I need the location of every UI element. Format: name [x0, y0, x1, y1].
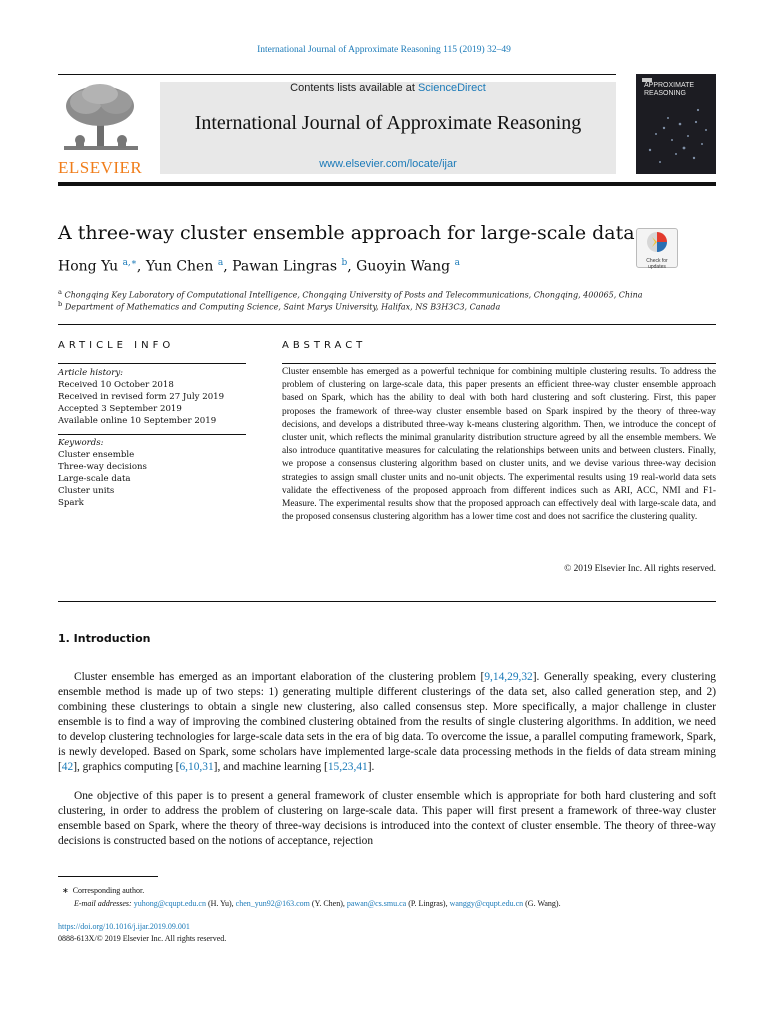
publisher-name: ELSEVIER — [58, 158, 143, 177]
cover-title: APPROXIMATE REASONING — [644, 82, 695, 97]
history-item: Received in revised form 27 July 2019 — [58, 392, 225, 402]
email-link[interactable]: chen_yun92@163.com — [235, 899, 310, 908]
email-owner: (Y. Chen) — [311, 899, 343, 908]
abstract-rule — [282, 363, 716, 364]
check-for-updates-badge[interactable] — [636, 228, 678, 268]
email-addresses: E-mail addresses: yuhong@cqupt.edu.cn (H. Yu), chen_yun92@163.com (Y. Chen), pawan@cs.smu.ca (P. Lingras), wanggy@cqupt.edu.cn (G. Wang). — [74, 899, 561, 908]
keyword: Three-way decisions — [58, 462, 147, 472]
text-run: Cluster ensemble has emerged as an important elaboration of the clustering problem [ — [74, 671, 485, 683]
body-paragraph-2: One objective of this paper is to present a general framework of cluster ensemble which is appropriate for both hard clustering and soft clustering, in order to address the problem of clustering on large-scale data. This paper will first present a framework of three-way cluster ensemble based on Spark, where the theory of three-way decisions is introduced into the context of cluster ensemble. The theory of three-way decisions is constructed based on the notions of acceptance, rejection — [58, 790, 716, 847]
email-link[interactable]: pawan@cs.smu.ca — [346, 899, 407, 908]
email-owner: (H. Yu) — [207, 899, 232, 908]
keyword: Large-scale data — [58, 474, 131, 484]
email-label: E-mail addresses: — [74, 899, 132, 908]
abstract-copyright: © 2019 Elsevier Inc. All rights reserved. — [564, 564, 716, 574]
author-separator: , — [347, 258, 357, 275]
email-owner: (P. Lingras) — [408, 899, 446, 908]
body-paragraph-1 — [58, 670, 716, 775]
contents-prefix: Contents lists available at — [290, 82, 418, 94]
history-item: Received 10 October 2018 — [58, 380, 174, 390]
text-run: ]. — [367, 761, 375, 773]
citation-link[interactable]: 6,10,31 — [179, 761, 214, 773]
section-heading: 1. Introduction — [58, 632, 151, 645]
email-link[interactable]: wanggy@cqupt.edu.cn — [449, 899, 524, 908]
affiliation-a — [58, 288, 643, 300]
article-history — [58, 367, 246, 427]
keywords-rule — [58, 434, 246, 435]
abstract-text: Cluster ensemble has emerged as a powerful technique for combining multiple clustering results. To address the problem of clustering on large-scale data, this paper presents an efficient three-way cluster ensemble approach based on Spark, which has the ability to deal with both hard clustering and soft clustering. First, this paper proposes the framework of three-way cluster ensemble based on Spark inspired by the theory of three-way decisions, and develops a distributed three-way k-means clustering algorithm. Then, we introduce the concept of cluster unit, which reflects the minimal granularity distribution structure agreed by all the ensemble members. We also introduce quantitative measures for calculating the relationships between units and between clusters. Finally, we propose a consensus clustering algorithm based on cluster units, and we devise various three-way decision strategies to assign small cluster units and no-unit objects. The experimental results using 19 real-world data sets validate the effectiveness of the proposed approach from different indices such as ARI, ACC, NMI and F1-Measure. The experimental results show that the proposed approach can effectively deal with large-scale data, and the proposed consensus clustering algorithm has a lower time cost and does not sacrifice the clustering quality. — [282, 367, 716, 523]
text-run: ], and machine learning [ — [213, 761, 328, 773]
history-label: Article history: — [58, 368, 124, 378]
journal-title: International Journal of Approximate Reasoning — [194, 112, 582, 134]
footnote-rule — [58, 876, 158, 877]
corresponding-author-note — [62, 886, 144, 895]
email-owner: (G. Wang). — [525, 899, 561, 908]
footnote-text: Corresponding author. — [72, 886, 145, 895]
citation-link[interactable]: 42 — [61, 761, 74, 773]
abstract-heading: ABSTRACT — [282, 340, 367, 351]
history-item: Accepted 3 September 2019 — [58, 404, 182, 414]
footnote-mark: ∗ — [62, 886, 69, 895]
tree-icon — [58, 82, 144, 158]
affiliation-mark: b — [58, 300, 63, 308]
history-item: Available online 10 September 2019 — [58, 416, 217, 426]
issn-copyright: 0888-613X/© 2019 Elsevier Inc. All rights reserved. — [58, 934, 227, 943]
header-rule — [58, 182, 716, 186]
citation-link[interactable]: 9,14,29,32 — [484, 671, 533, 683]
crossmark-label: Check for updates — [646, 258, 668, 270]
author-affiliation-mark[interactable]: a,∗ — [122, 258, 137, 268]
affiliation-text: Department of Mathematics and Computing Science, Saint Marys University, Halifax, NS B3H3C3, Canada — [64, 302, 501, 312]
author-separator: , — [223, 258, 233, 275]
journal-cover-image[interactable] — [636, 74, 716, 174]
author-name: Guoyin Wang — [356, 258, 451, 275]
abstract-bottom-rule — [58, 601, 716, 602]
affiliation-b — [58, 300, 500, 312]
article-info-heading: ARTICLE INFO — [58, 340, 175, 351]
affiliation-mark: a — [58, 288, 62, 296]
author-name: Hong Yu — [58, 258, 119, 275]
author-separator: , — [136, 258, 146, 275]
author-affiliation-mark[interactable]: a — [454, 258, 460, 268]
text-run: ], graphics computing [ — [73, 761, 180, 773]
email-link[interactable]: yuhong@cqupt.edu.cn — [133, 899, 206, 908]
author-name: Pawan Lingras — [232, 258, 338, 275]
doi-link[interactable]: https://doi.org/10.1016/j.ijar.2019.09.001 — [58, 922, 190, 931]
article-info-rule — [58, 363, 246, 364]
keyword: Cluster ensemble — [58, 450, 135, 460]
author-name: Yun Chen — [145, 258, 214, 275]
sciencedirect-link[interactable]: ScienceDirect — [417, 82, 486, 94]
top-divider — [58, 74, 616, 75]
author-affiliation-mark[interactable]: a — [217, 258, 224, 268]
author-affiliation-mark[interactable]: b — [341, 258, 348, 268]
keyword: Cluster units — [58, 486, 115, 496]
text-run: ]. Generally speaking, every clustering ensemble method is made up of two steps: 1) generating multiple different clusterings of the data set, also called generation step, and 2) combining these clusterings to obtain a single new clustering, also called consensus step. More specifically, a major challenge in cluster ensemble is to find a way of improving the combined clustering obtained from the results of single clustering algorithms. In addition, we need to develop clustering technologies for large-scale data sets in the era of big data. To overcome the issue, a parallel computing framework, Spark, is newly developed. Based on Spark, some scholars have implemented large-scale data processing methods in the fields of data stream mining [ — [58, 671, 716, 773]
affiliation-divider — [58, 324, 716, 325]
contents-available-line — [160, 82, 616, 94]
author-list — [58, 258, 460, 275]
keywords-label: Keywords: — [58, 438, 104, 448]
paper-title: A three-way cluster ensemble approach for large-scale data — [58, 222, 635, 244]
affiliation-text: Chongqing Key Laboratory of Computational Intelligence, Chongqing University of Posts and Telecommunications, Chongqing, 400065, China — [64, 290, 643, 300]
journal-reference[interactable]: International Journal of Approximate Reasoning 115 (2019) 32–49 — [257, 45, 511, 55]
keywords-list — [58, 437, 246, 509]
crossmark-icon — [637, 229, 677, 255]
journal-url-link[interactable]: www.elsevier.com/locate/ijar — [319, 158, 457, 170]
citation-link[interactable]: 15,23,41 — [327, 761, 368, 773]
keyword: Spark — [58, 498, 84, 508]
